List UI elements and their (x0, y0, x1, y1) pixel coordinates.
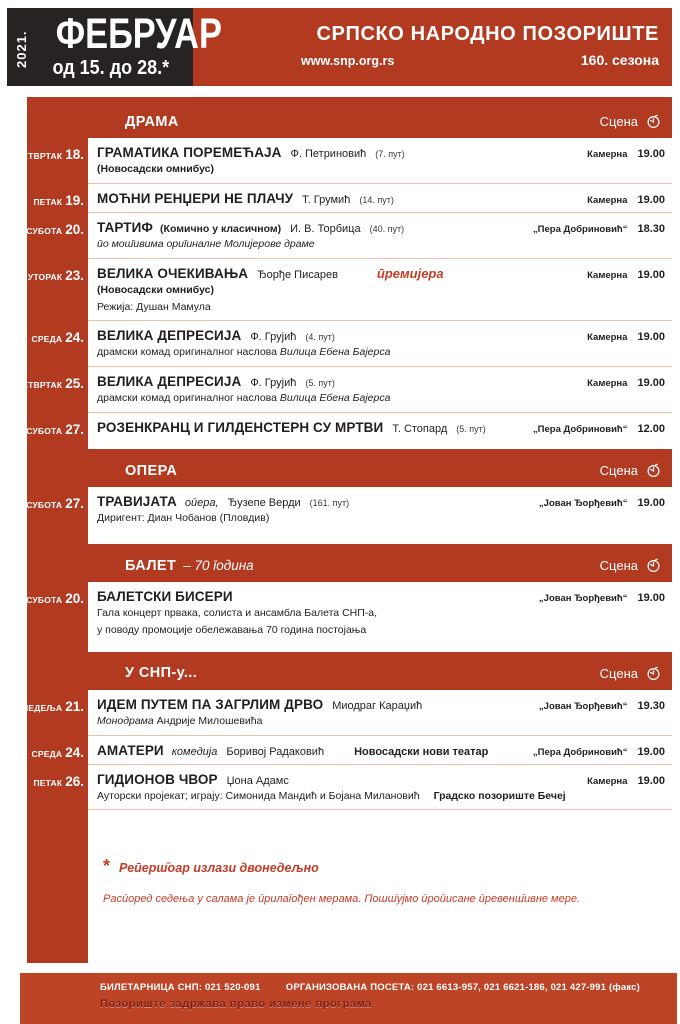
performance-row (26, 582, 672, 652)
day-number: 20. (65, 221, 84, 237)
start-time: 19.00 (637, 745, 665, 758)
description-line: Монодрама Андрије Милошевића (97, 714, 263, 727)
start-time: 19.00 (637, 592, 665, 605)
group-visit-phones: ОРГАНИЗОВАНА ПОСЕТА: 021 6613-957, 021 6621-186, 021 427-991 (факс) (285, 982, 640, 993)
author-name: Ф. Грујић (250, 377, 297, 390)
description-line: драмски комад оригиналног наслова Вилица Ебена Бајерса (97, 346, 391, 359)
section-bar (88, 454, 672, 487)
performance-count: (161. пут) (309, 498, 350, 509)
footer-note: Позориште задржава право измене програма (100, 998, 372, 1010)
start-time: 19.00 (637, 497, 665, 510)
month-title: ФЕБРУАР (55, 10, 222, 58)
date-label (4, 147, 84, 162)
section-title: БАЛЕТ (125, 557, 177, 574)
start-time: 19.00 (637, 193, 665, 206)
day-name: ЧЕТВРТАК (16, 380, 63, 391)
guest-theater-note: Новосадски нови театар (354, 745, 489, 758)
clock-icon (646, 666, 661, 681)
date-range: од 15. до 28.* (52, 57, 170, 80)
genre-label: оūера, (184, 497, 219, 510)
section-title: ОПЕРА (125, 462, 178, 479)
section-bar (88, 105, 672, 138)
date-label (4, 774, 84, 789)
performance-title: ВЕЛИКА ДЕПРЕСИЈА (97, 328, 242, 344)
day-number: 24. (65, 330, 84, 346)
start-time: 12.00 (637, 423, 665, 436)
performance-title: БАЛЕТСКИ БИСЕРИ (97, 589, 233, 605)
author-name: Ђорђе Писарев (257, 268, 338, 281)
section-panel (26, 487, 672, 544)
performance-title: ГИДИОНОВ ЧВОР (97, 771, 218, 787)
day-number: 23. (65, 267, 84, 283)
performance-title: АМАТЕРИ (97, 742, 164, 758)
program-content (16, 97, 672, 963)
performance-row (31, 321, 672, 367)
genre-label: комедија (171, 745, 218, 758)
program-section (22, 657, 672, 963)
author-name: Ђузепе Верди (227, 497, 301, 510)
section-title: У СНП-у... (125, 665, 198, 682)
performance-count: (7. пут) (375, 149, 405, 159)
performance-count: (4. пут) (305, 332, 335, 343)
section-panel (26, 582, 672, 652)
performance-row (33, 765, 672, 811)
title-note: (Комично у класичном) (160, 222, 282, 235)
date-label (4, 699, 84, 714)
author-name: Миодраг Караџић (332, 699, 423, 712)
theater-name: СРПСКО НАРОДНО ПОЗОРИШТЕ (316, 23, 659, 45)
start-time: 19.00 (637, 377, 665, 390)
day-name: СРЕДА (31, 748, 63, 759)
day-name: СУБОТА (26, 225, 63, 236)
scene-label: Сцена (599, 114, 638, 129)
description-line: Ауторски пројекат; играју: Симонида Мандић и Бојана Милановић Градско позориште Бечеј (97, 789, 566, 802)
date-label (4, 222, 84, 237)
day-name: СУБОТА (26, 595, 63, 606)
author-name: Ф. Петриновић (290, 148, 367, 160)
footnote-line-1: Реūерш̄оар излази двонедељно (119, 861, 319, 876)
venue-name: „Јован Ђорђевић“ (538, 700, 628, 712)
day-number: 21. (65, 698, 84, 714)
year-label: 2021. (14, 30, 29, 68)
section-panel (22, 690, 672, 963)
section-title: ДРАМА (125, 113, 179, 130)
start-time: 19.00 (637, 268, 665, 281)
performance-row (22, 690, 672, 736)
performance-row (26, 213, 672, 259)
section-panel (16, 138, 672, 449)
box-office-phone: БИЛЕТАРНИЦА СНП: 021 520-091 (100, 982, 261, 993)
author-name: Т. Стопард (392, 423, 448, 436)
venue-name: Камерна (587, 775, 628, 787)
description-line: Гала концерт првака, солиста и ансамбла Балета СНП-а, (97, 607, 378, 620)
start-time: 19.00 (637, 148, 665, 160)
day-name: НЕДЕЉА (22, 702, 63, 713)
performance-row (33, 184, 672, 213)
season-label: 160. сезона (580, 52, 659, 68)
performance-title: ИДЕМ ПУТЕМ ПА ЗАГРЛИМ ДРВО (97, 696, 324, 712)
day-number: 27. (65, 496, 84, 512)
description-line: у поводу промоције обележавања 70 година постојања (97, 623, 367, 636)
month-wrap (35, 10, 222, 80)
day-name: ПЕТАК (33, 196, 63, 207)
description-line: (Новосадски омнибус) (97, 163, 214, 175)
performance-title: ТАРТИФ (97, 219, 154, 235)
day-number: 24. (65, 744, 84, 760)
day-number: 20. (65, 591, 84, 607)
day-name: СУБОТА (26, 426, 63, 437)
venue-name: Камерна (587, 149, 628, 160)
performance-row (26, 487, 672, 544)
day-number: 25. (65, 376, 84, 392)
program-section (26, 549, 672, 652)
description-line: Режија: Душан Мамула (97, 300, 211, 313)
date-label (4, 330, 84, 345)
program-section (26, 454, 672, 544)
start-time: 18.30 (637, 222, 665, 235)
scene-label: Сцена (599, 665, 638, 681)
venue-name: Камерна (587, 332, 628, 344)
date-label (4, 422, 84, 437)
day-name: ПЕТАК (33, 777, 63, 788)
performance-title: ВЕЛИКА ДЕПРЕСИЈА (97, 374, 242, 390)
performance-count: (5. пут) (305, 378, 335, 389)
date-label (4, 376, 84, 391)
day-number: 19. (65, 192, 84, 208)
performance-row (27, 259, 672, 322)
performance-title: МОЋНИ РЕНЏЕРИ НЕ ПЛАЧУ (97, 190, 294, 206)
date-label (4, 193, 84, 208)
performance-row (26, 413, 672, 449)
day-name: УТОРАК (27, 271, 63, 282)
venue-name: „Пера Добриновић“ (532, 746, 628, 758)
footer-bar (20, 973, 677, 1024)
performance-title: ВЕЛИКА ОЧЕКИВАЊА (97, 265, 249, 281)
day-name: ЧЕТВРТАК (16, 151, 63, 161)
date-label (4, 496, 84, 511)
header (7, 8, 672, 86)
description-line: драмски комад оригиналног наслова Вилица Ебена Бајерса (97, 392, 391, 405)
description-line: ūо мош̄ивима ориīиналне Молијерове драме (97, 237, 315, 250)
program-section (16, 105, 672, 449)
author-name: Џона Адамс (226, 774, 289, 787)
footnote-star: * (103, 856, 111, 877)
day-number: 27. (65, 422, 84, 438)
performance-count: (14. пут) (359, 194, 394, 205)
author-name: И. В. Торбица (290, 222, 361, 235)
performance-title: ТРАВИЈАТА (97, 494, 177, 510)
venue-name: Камерна (587, 378, 628, 390)
date-label (4, 591, 84, 606)
scene-label: Сцена (599, 463, 638, 479)
venue-name: Камерна (587, 194, 628, 206)
sections-container (16, 105, 672, 963)
performance-row (16, 367, 672, 413)
clock-icon (646, 114, 661, 129)
performance-row (16, 138, 672, 184)
author-name: Ф. Грујић (250, 331, 297, 344)
clock-icon (646, 463, 661, 478)
footnotes-block (88, 810, 672, 905)
day-name: СРЕДА (31, 334, 63, 345)
premiere-badge: ūремијера (376, 265, 444, 281)
venue-name: „Јован Ђорђевић“ (538, 593, 628, 605)
clock-icon (646, 558, 661, 573)
start-time: 19.00 (637, 331, 665, 344)
venue-name: Камерна (587, 269, 628, 281)
header-month-block (7, 8, 222, 86)
venue-name: „Пера Добриновић“ (532, 223, 628, 235)
performance-title: ГРАМАТИКА ПОРЕМЕЋАЈА (97, 145, 282, 160)
description-line: Диригент: Диан Чобанов (Пловдив) (97, 512, 270, 525)
date-label (4, 268, 84, 283)
header-theater-block (193, 8, 672, 86)
section-bar (88, 549, 672, 582)
section-bar (88, 657, 672, 690)
section-subtitle: – 70 īодина (183, 558, 254, 574)
start-time: 19.00 (637, 774, 665, 787)
day-number: 18. (65, 147, 84, 162)
performance-title: РОЗЕНКРАНЦ И ГИЛДЕНСТЕРН СУ МРТВИ (97, 420, 384, 436)
performance-count: (40. пут) (369, 223, 405, 234)
day-number: 26. (65, 773, 84, 789)
author-name: Т. Грумић (302, 193, 351, 206)
website-url: www.snp.org.rs (301, 54, 395, 68)
author-name: Боривој Радаковић (226, 745, 325, 758)
performance-count: (5. пут) (456, 424, 486, 435)
performance-row (31, 736, 672, 765)
description-line: (Новосадски омнибус) (97, 283, 214, 296)
scene-label: Сцена (599, 558, 638, 574)
start-time: 19.30 (637, 699, 665, 712)
footnote-line-2: Расūоред седења у салама је ūрилаīођен мерама. Пошш̄ујмо ūроūисане ūревенш̄ивне мере. (103, 893, 580, 906)
venue-name: „Јован Ђорђевић“ (538, 498, 628, 510)
venue-name: „Пера Добриновић“ (532, 424, 628, 436)
date-label (4, 745, 84, 760)
day-name: СУБОТА (26, 500, 63, 511)
